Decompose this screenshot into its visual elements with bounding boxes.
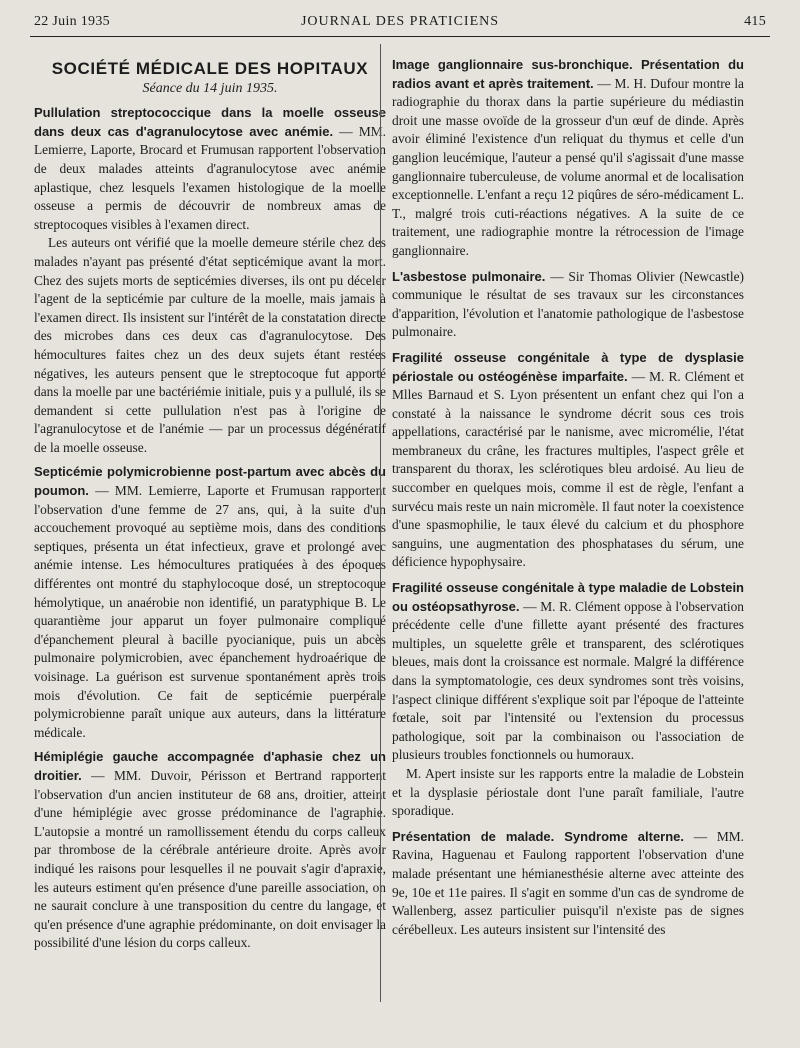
article-title: Septicémie polymicrobienne post-partum avec abcès du poumon. bbox=[34, 464, 386, 499]
session-date: Séance du 14 juin 1935. bbox=[142, 80, 278, 96]
article-body-continued: M. Apert insiste sur les rapports entre la maladie de Lobstein et la dysplasie périostale dont l'une paraît familiale, l'autre sporadique. bbox=[392, 765, 744, 819]
article-title: Fragilité osseuse congénitale à type maladie de Lobstein ou ostéopsathyrose. bbox=[392, 580, 744, 614]
article-pullulation bbox=[34, 104, 386, 457]
journal-title: JOURNAL DES PRATICIENS bbox=[300, 14, 500, 29]
article-septicemie bbox=[34, 463, 386, 742]
section-title: SOCIÉTÉ MÉDICALE DES HOPITAUX bbox=[51, 59, 369, 78]
article-body: — M. R. Clément et Mlles Barnaud et S. Lyon présentent un enfant chez qui l'on a constaté à la naissance le syndrome décrit sous ces trois appellations, caractérisé par le nanisme, avec micromélie, l'état membraneux du crâne, les fractures multiples, l'aspect grêle et transparent du thorax, les sclérotiques bleu ardoisé. Au lieu de succomber en quelques mois, comme il est de règle, l'enfant a survécu mais reste un nain micromèle. Il faut noter la coexistence d'une spasmophilie, le taux élevé du calcium et du phosphore sanguins, une augmentation des phosphatases du sérum, une déficience hypophysaire. bbox=[392, 368, 744, 570]
right-column bbox=[392, 46, 744, 946]
header-rule bbox=[30, 36, 770, 37]
article-title: Hémiplégie gauche accompagnée d'aphasie chez un droitier. bbox=[34, 749, 386, 783]
article-title: Pullulation streptococcique dans la moelle osseuse dans deux cas d'agranulocytose avec anémie. bbox=[34, 105, 386, 139]
article-title: Présentation de malade. Syndrome alterne. bbox=[392, 828, 685, 844]
article-title: Fragilité osseuse congénitale à type de dysplasie périostale ou ostéogénèse imparfaite. bbox=[392, 349, 744, 384]
article-image-ganglionnaire bbox=[392, 56, 744, 261]
column-divider bbox=[380, 44, 381, 1002]
article-body: — Sir Thomas Olivier (Newcastle) communique le résultat de ses travaux sur les circonstances d'apparition, l'évolution et l'anatomie pathologique de l'asbestose pulmonaire. bbox=[392, 268, 745, 340]
article-body: — MM. Lemierre, Laporte et Frumusan rapportent l'observation d'une femme de 27 ans, qui, à la suite d'un accouchement provoqué au septième mois, dans des conditions septiques, présenta un état infectieux, grave et prolongé avec anémie intense. Les hémocultures pratiquées à des époques différentes ont montré du staphylocoque dosé, un streptocoque hémolytique, un anaérobie non identifié, un paratyphique B. Le quarantième jour apparut un foyer pulmonaire compliqué d'épanchement pleural à bacille pyocianique, puis un abcès pulmonaire polymicrobien, avec épanchement hydroaérique de voisinage. La guérison est survenue spontanément après trois mois d'évolution. Ce fait de septicémie puerpérale polymicrobienne paraît unique aux auteurs, dans la littérature médicale. bbox=[34, 483, 386, 740]
article-body: — MM. Lemierre, Laporte, Brocard et Frumusan rapportent l'observation de deux malades atteints d'agranulocytose avec anémie aplastique, chez lesquels l'examen histologique de la moelle osseuse a permis de découvrir de nombreux amas de streptocoques visibles à l'examen direct. bbox=[34, 123, 386, 232]
article-body: — M. R. Clément oppose à l'observation précédente celle d'une fillette ayant présenté des fractures multiples, un squelette grêle et transparent, des sclérotiques bleues, mais dont la croissance est normale. Malgré la différence dans la symptomatologie, ces deux syndromes sont très voisins, l'aspect clinique différent s'explique soit par l'époque de l'atteinte fœtale, soit par l'intensité ou l'extension du processus pathologique, soit par la combinaison ou l'association de plusieurs troubles fonctionnels ou humoraux. bbox=[392, 598, 744, 763]
article-body: — M. H. Dufour montre la radiographie du thorax dans la partie supérieure du médiastin droit une masse ovoïde de la grosseur d'un œuf de dinde. Après avoir éliminé l'existence d'un reliquat du thymus et celle d'un ganglion leucémique, l'auteur a pensé qu'il s'agissait d'une masse ganglionnaire tuberculeuse, de volume anormal et de localisation exceptionnelle. L'enfant a reçu 12 piqûres de séro-médicament L. T., malgré trois cuti-réactions négatives. A la suite de ce traitement, une radiographie montre la rétrocession de l'image ganglionnaire. bbox=[392, 75, 744, 258]
running-head bbox=[34, 14, 766, 34]
article-body: — MM. Duvoir, Périsson et Bertrand rapportent l'observation d'un ancien instituteur de 68 ans, droitier, atteint d'une hémiplégie avec grosse prédominance de l'agraphie. L'autopsie a montré un ramollissement étendu du corps calleux par thrombose de la cérébrale antérieure droite. Après avoir indiqué les raisons pour lesquelles il ne pouvait s'agir d'apraxie, les auteurs estiment qu'en présence d'une pareille association, on ne saurait conclure à une transposition du centre du langage, et qu'en présence d'une agraphie prédominante, on doit envisager la possibilité d'une lésion du corps calleux. bbox=[34, 767, 386, 951]
article-body: — MM. Ravina, Haguenau et Faulong rapportent l'observation d'une malade présentant une hémianesthésie alterne avec atteinte des 9e, 10e et 11e paires. Il s'agit en somme d'un cas de syndrome de Wallenberg, assez particulier puisqu'il n'existe pas de signes cérébelleux. Les auteurs insistent sur l'intensité des bbox=[392, 828, 745, 937]
article-body-continued: Les auteurs ont vérifié que la moelle demeure stérile chez des malades n'ayant pas présenté d'état septicémique avant la mort. Chez des sujets morts de septicémies diverses, ils ont pu déceler l'agent de la septicémie par culture de la moelle, mais jamais à l'examen direct. Ils insistent sur l'intérêt de la constatation directe des microbes dans ces deux cas d'agranulocytose. Des hémocultures faites chez un des deux sujets étant restées négatives, les auteurs pensent que le streptocoque fut apporté dans la moelle par une bactériémie initiale, puis y a pullulé, ils se demandent si cette pullulation n'est pas à l'origine de l'agranulocytose et de l'anémie — par un processus dégénératif de la moelle osseuse. bbox=[34, 235, 386, 455]
article-asbestose bbox=[392, 268, 744, 342]
article-title: Image ganglionnaire sus-bronchique. Présentation du radios avant et après traitement. bbox=[392, 57, 744, 91]
issue-date: 22 Juin 1935 bbox=[34, 14, 110, 29]
article-title: L'asbestose pulmonaire. bbox=[392, 268, 546, 284]
article-fragilite-dysplasie bbox=[392, 349, 744, 572]
article-hemiplegie bbox=[34, 748, 386, 953]
article-syndrome-alterne bbox=[392, 828, 744, 940]
page-number: 415 bbox=[744, 14, 766, 29]
left-column bbox=[34, 46, 386, 959]
article-fragilite-lobstein bbox=[392, 579, 744, 821]
